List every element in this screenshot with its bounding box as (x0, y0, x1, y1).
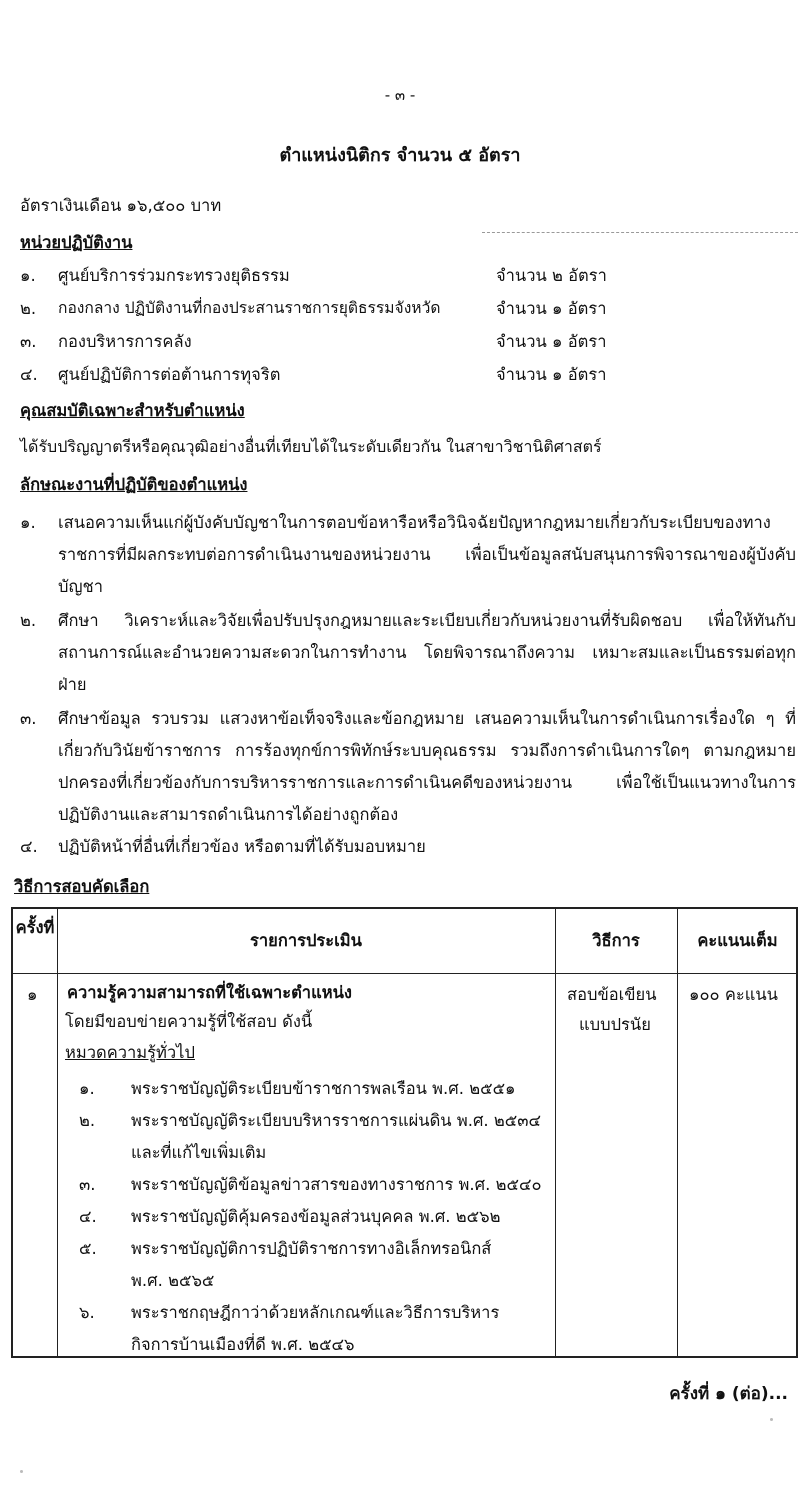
exam-table (11, 907, 798, 1358)
full-score: ๑๐๐ คะแนน (689, 985, 778, 1004)
unit-count: จำนวน ๑ อัตรา (496, 299, 607, 318)
page-title: ตำแหน่งนิติกร จำนวน ๕ อัตรา (279, 145, 521, 166)
scan-speck (20, 1470, 23, 1473)
unit-name: กองกลาง ปฏิบัติงานที่กองประสานราชการยุติธรรมจังหวัด (58, 299, 441, 317)
scan-artifact-line (482, 232, 798, 233)
header-method: วิธีการ (592, 931, 640, 950)
salary-line: อัตราเงินเดือน ๑๖,๕๐๐ บาท (20, 196, 222, 215)
unit-number: ๑. (20, 266, 36, 285)
unit-number: ๓. (20, 332, 37, 351)
law-text: พระราชบัญญัติระเบียบบริหารราชการแผ่นดิน พ.ศ. ๒๕๓๔ (131, 1111, 542, 1130)
duty-text: ศึกษา วิเคราะห์และวิจัยเพื่อปรับปรุงกฎหมายและระเบียบเกี่ยวกับหน่วยงานที่รับผิดชอบ เพื่อให้ทันกับสถานการณ์และอำนวยความสะดวกในการทำงาน โดยพิจารณาถึงความ เหมาะสมและเป็นธรรมต่อทุกฝ่าย (58, 611, 796, 694)
header-items: รายการประเมิน (250, 931, 362, 950)
table-divider (555, 909, 556, 1356)
unit-row (20, 365, 760, 391)
duty-item (20, 605, 796, 701)
unit-count: จำนวน ๑ อัตรา (496, 332, 607, 351)
law-text: กิจการบ้านเมืองที่ดี พ.ศ. ๒๕๔๖ (131, 1335, 355, 1354)
law-text: พระราชบัญญัติระเบียบข้าราชการพลเรือน พ.ศ. ๒๕๕๑ (131, 1079, 516, 1098)
law-text: พระราชบัญญัติข้อมูลข่าวสารของทางราชการ พ.ศ. ๒๕๔๐ (131, 1175, 542, 1194)
header-score: คะแนนเต็ม (697, 931, 778, 950)
unit-name: ศูนย์บริการร่วมกระทรวงยุติธรรม (58, 266, 290, 285)
units-heading: หน่วยปฏิบัติงาน (20, 233, 133, 252)
knowledge-category: หมวดความรู้ทั่วไป (65, 1043, 195, 1062)
law-number: ๒. (79, 1111, 96, 1130)
header-round: ครั้งที่ (15, 918, 55, 937)
continued-note: ครั้งที่ ๑ (ต่อ)... (669, 1384, 788, 1404)
unit-row (20, 299, 760, 325)
table-divider (13, 973, 796, 974)
duty-number: ๔. (20, 837, 38, 856)
table-divider (57, 909, 58, 1356)
method-line: แบบปรนัย (579, 1015, 651, 1034)
duty-number: ๑. (20, 513, 36, 532)
qualification-text: ได้รับปริญญาตรีหรือคุณวุฒิอย่างอื่นที่เทียบได้ในระดับเดียวกัน ในสาขาวิชานิติศาสตร์ (20, 437, 602, 456)
duty-number: ๒. (20, 611, 37, 630)
duty-number: ๓. (20, 709, 37, 728)
duty-text: ศึกษาข้อมูล รวบรวม แสวงหาข้อเท็จจริงและข้อกฎหมาย เสนอความเห็นในการดำเนินการเรื่องใด ๆ ที่เกี่ยวกับวินัยข้าราชการ การร้องทุกข์การพิทักษ์ระบบคุณธรรม รวมถึงการดำเนินการใดๆ ตามกฎหมายปกครองที่เกี่ยวข้องกับการบริหารราชการและการดำเนินคดีของหน่วยงาน เพื่อใช้เป็นแนวทางในการปฏิบัติงานและสามารถดำเนินการได้อย่างถูกต้อง (58, 709, 796, 824)
law-text: และที่แก้ไขเพิ่มเติม (131, 1143, 267, 1162)
law-number: ๔. (79, 1207, 97, 1226)
duty-item (20, 831, 796, 863)
page-number: - ๓ - (384, 86, 416, 104)
unit-number: ๒. (20, 299, 37, 318)
unit-row (20, 266, 760, 292)
law-text: พ.ศ. ๒๕๖๕ (131, 1271, 215, 1290)
qualification-heading: คุณสมบัติเฉพาะสำหรับตำแหน่ง (20, 401, 245, 420)
scan-speck (770, 1418, 773, 1421)
method-line: สอบข้อเขียน (567, 985, 657, 1004)
law-number: ๖. (79, 1303, 95, 1322)
unit-number: ๔. (20, 365, 38, 384)
law-number: ๑. (79, 1079, 95, 1098)
unit-name: ศูนย์ปฏิบัติการต่อต้านการทุจริต (58, 365, 281, 384)
duty-text: เสนอความเห็นแก่ผู้บังคับบัญชาในการตอบข้อหารือหรือวินิจฉัยปัญหากฎหมายเกี่ยวกับระเบียบของทางราชการที่มีผลกระทบต่อการดำเนินงานของหน่วยงาน เพื่อเป็นข้อมูลสนับสนุนการพิจารณาของผู้บังคับบัญชา (58, 513, 796, 596)
table-divider (677, 909, 678, 1356)
unit-row (20, 332, 760, 358)
round-number: ๑ (27, 985, 38, 1004)
unit-count: จำนวน ๑ อัตรา (496, 365, 607, 384)
unit-name: กองบริหารการคลัง (58, 332, 192, 351)
exam-topic: ความรู้ความสามารถที่ใช้เฉพาะตำแหน่ง (67, 983, 352, 1002)
duties-heading: ลักษณะงานที่ปฏิบัติของตำแหน่ง (20, 475, 248, 494)
duty-text: ปฏิบัติหน้าที่อื่นที่เกี่ยวข้อง หรือตามที่ได้รับมอบหมาย (58, 837, 426, 856)
law-number: ๓. (79, 1175, 96, 1194)
unit-count: จำนวน ๒ อัตรา (496, 266, 607, 285)
exam-scope: โดยมีขอบข่ายความรู้ที่ใช้สอบ ดังนี้ (65, 1012, 313, 1031)
law-text: พระราชบัญญัติการปฏิบัติราชการทางอิเล็กทรอนิกส์ (131, 1239, 492, 1258)
law-number: ๕. (79, 1239, 97, 1258)
selection-heading: วิธีการสอบคัดเลือก (14, 877, 150, 896)
law-text: พระราชบัญญัติคุ้มครองข้อมูลส่วนบุคคล พ.ศ. ๒๕๖๒ (131, 1207, 501, 1226)
duty-item (20, 703, 796, 831)
law-text: พระราชกฤษฎีกาว่าด้วยหลักเกณฑ์และวิธีการบริหาร (131, 1303, 500, 1322)
duty-item (20, 507, 796, 603)
